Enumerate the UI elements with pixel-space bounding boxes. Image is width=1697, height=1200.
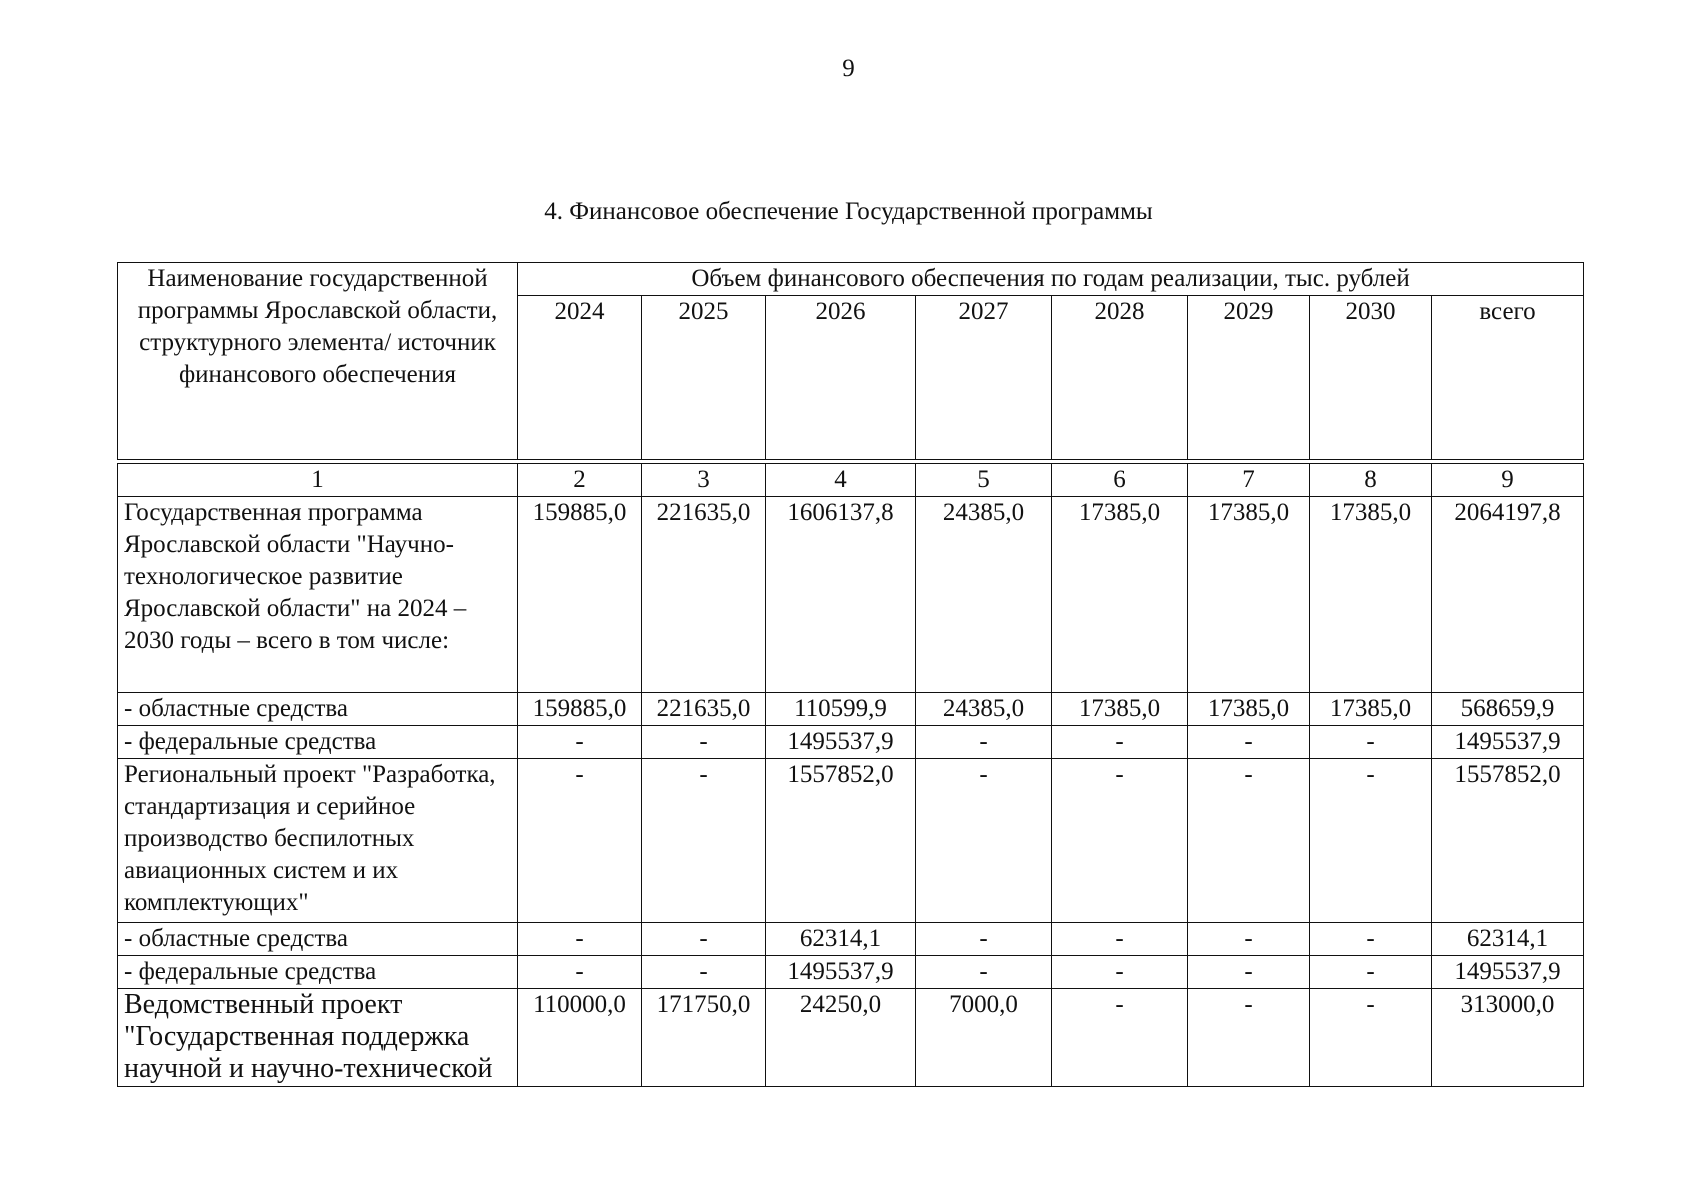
row-value: - xyxy=(1188,956,1310,989)
column-number: 6 xyxy=(1052,464,1188,497)
header-year: 2028 xyxy=(1052,296,1188,460)
row-value: 110599,9 xyxy=(766,693,916,726)
row-value: 17385,0 xyxy=(1310,693,1432,726)
row-value: - xyxy=(518,923,642,956)
row-name: - областные средства xyxy=(118,693,518,726)
row-value: - xyxy=(518,726,642,759)
row-value: - xyxy=(1310,726,1432,759)
row-value: 62314,1 xyxy=(766,923,916,956)
row-value: - xyxy=(1188,726,1310,759)
table-row xyxy=(118,726,1584,759)
table-row xyxy=(118,497,1584,693)
header-table xyxy=(117,262,1584,460)
row-value: - xyxy=(642,956,766,989)
row-value: - xyxy=(1188,989,1310,1087)
row-name: Государственная программа Ярославской области "Научно-технологическое развитие Ярославской области" на 2024 – 2030 годы – всего в том числе: xyxy=(118,497,518,693)
row-value: 17385,0 xyxy=(1188,693,1310,726)
row-value: 171750,0 xyxy=(642,989,766,1087)
row-value: 159885,0 xyxy=(518,497,642,693)
row-total: 313000,0 xyxy=(1432,989,1584,1087)
table-row xyxy=(118,956,1584,989)
row-value: - xyxy=(642,759,766,923)
row-total: 62314,1 xyxy=(1432,923,1584,956)
row-value: - xyxy=(642,923,766,956)
column-number: 5 xyxy=(916,464,1052,497)
header-year: 2027 xyxy=(916,296,1052,460)
header-year: 2030 xyxy=(1310,296,1432,460)
table-row xyxy=(118,759,1584,923)
column-number: 1 xyxy=(118,464,518,497)
row-value: - xyxy=(916,956,1052,989)
row-total: 1495537,9 xyxy=(1432,956,1584,989)
row-value: - xyxy=(1052,923,1188,956)
row-value: - xyxy=(1052,726,1188,759)
row-total: 2064197,8 xyxy=(1432,497,1584,693)
column-number: 2 xyxy=(518,464,642,497)
row-value: - xyxy=(518,956,642,989)
column-number: 7 xyxy=(1188,464,1310,497)
row-value: - xyxy=(1188,759,1310,923)
column-number: 9 xyxy=(1432,464,1584,497)
row-value: 159885,0 xyxy=(518,693,642,726)
row-value: - xyxy=(1310,956,1432,989)
table-row xyxy=(118,989,1584,1087)
row-value: 1495537,9 xyxy=(766,726,916,759)
row-value: - xyxy=(916,726,1052,759)
header-year: 2025 xyxy=(642,296,766,460)
row-value: 24385,0 xyxy=(916,497,1052,693)
row-name: - областные средства xyxy=(118,923,518,956)
row-value: 110000,0 xyxy=(518,989,642,1087)
column-number: 8 xyxy=(1310,464,1432,497)
header-total: всего xyxy=(1432,296,1584,460)
row-value: - xyxy=(916,923,1052,956)
header-year: 2024 xyxy=(518,296,642,460)
row-value: 17385,0 xyxy=(1052,693,1188,726)
row-value: - xyxy=(1052,956,1188,989)
column-number-row xyxy=(118,464,1584,497)
row-value: - xyxy=(518,759,642,923)
row-value: - xyxy=(916,759,1052,923)
row-value: - xyxy=(1310,989,1432,1087)
row-value: - xyxy=(1052,989,1188,1087)
row-value: - xyxy=(1310,759,1432,923)
header-year: 2029 xyxy=(1188,296,1310,460)
column-number: 3 xyxy=(642,464,766,497)
row-value: 1557852,0 xyxy=(766,759,916,923)
table-row xyxy=(118,923,1584,956)
header-year: 2026 xyxy=(766,296,916,460)
column-number: 4 xyxy=(766,464,916,497)
row-value: - xyxy=(1310,923,1432,956)
row-name: - федеральные средства xyxy=(118,726,518,759)
row-name: - федеральные средства xyxy=(118,956,518,989)
header-name-column: Наименование государственной программы Ярославской области, структурного элемента/ источник финансового обеспечения xyxy=(118,263,518,460)
row-value: 1495537,9 xyxy=(766,956,916,989)
table-row xyxy=(118,693,1584,726)
row-value: 221635,0 xyxy=(642,693,766,726)
data-table xyxy=(117,463,1584,1087)
row-value: 221635,0 xyxy=(642,497,766,693)
row-value: 24250,0 xyxy=(766,989,916,1087)
row-value: 7000,0 xyxy=(916,989,1052,1087)
row-total: 1495537,9 xyxy=(1432,726,1584,759)
row-value: - xyxy=(1052,759,1188,923)
row-value: 17385,0 xyxy=(1188,497,1310,693)
row-value: 17385,0 xyxy=(1310,497,1432,693)
row-name: Региональный проект "Разработка, стандартизация и серийное производство беспилотных авиационных систем и их комплектующих" xyxy=(118,759,518,923)
header-volume-label: Объем финансового обеспечения по годам реализации, тыс. рублей xyxy=(518,263,1584,296)
row-total: 1557852,0 xyxy=(1432,759,1584,923)
row-value: 17385,0 xyxy=(1052,497,1188,693)
row-name: Ведомственный проект "Государственная поддержка научной и научно-технической xyxy=(118,989,518,1087)
row-value: 24385,0 xyxy=(916,693,1052,726)
section-title: 4. Финансовое обеспечение Государственной программы xyxy=(544,198,1153,225)
row-value: - xyxy=(1188,923,1310,956)
row-total: 568659,9 xyxy=(1432,693,1584,726)
row-value: 1606137,8 xyxy=(766,497,916,693)
page-number: 9 xyxy=(842,55,855,82)
row-value: - xyxy=(642,726,766,759)
